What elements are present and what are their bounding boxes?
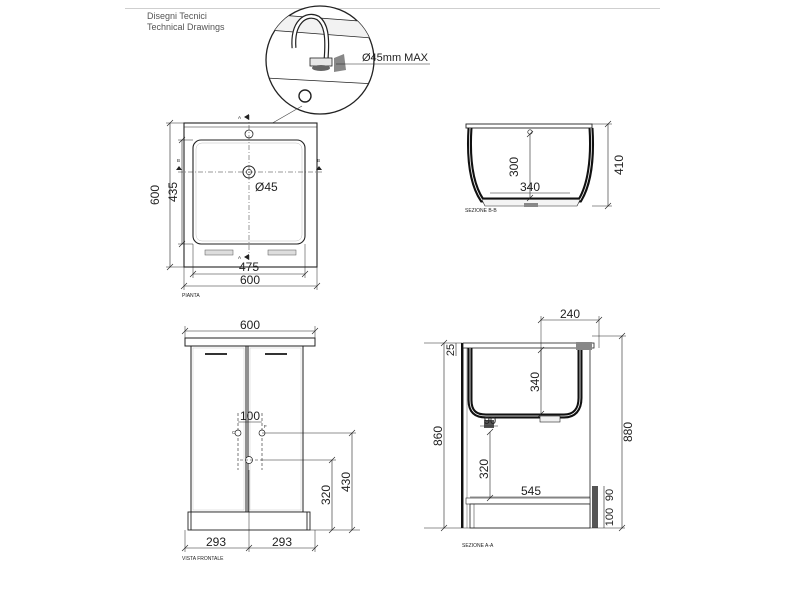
aa-dim-320: 320 [477,458,491,480]
bb-dim-width: 340 [519,180,541,194]
bb-dim-height: 410 [612,154,626,176]
front-dim-h1: 320 [319,484,333,506]
plan-marker-a-top: A [238,115,242,120]
front-dim-h2: 430 [339,471,353,493]
plan-dim-height-outer: 600 [148,184,162,206]
aa-dim-total-right: 880 [621,421,635,443]
header-title-en: Technical Drawings [147,22,225,32]
front-view [182,318,360,562]
front-dim-right: 293 [271,535,293,549]
front-label-f: F [264,424,267,429]
plan-marker-b-right: B [317,158,321,163]
bb-dim-depth: 300 [507,156,521,178]
plan-hole-label: Ø45 [255,180,278,194]
aa-dim-90a: 90 [483,415,497,427]
plan-dim-width-inner: 475 [238,260,260,274]
front-dim-spacing: 100 [239,409,261,423]
aa-caption: SEZIONE A-A [462,543,494,549]
aa-dim-total-left: 860 [431,425,445,447]
plan-dim-height-inner: 435 [166,181,180,203]
tap-detail [250,6,430,136]
aa-dim-90b: 90 [604,488,616,502]
front-dim-width: 600 [239,318,261,332]
bb-caption: SEZIONE B-B [465,208,497,214]
plan-caption: PIANTA [182,293,200,299]
plan-dim-width-outer: 600 [239,273,261,287]
aa-dim-depth: 340 [528,371,542,393]
aa-dim-545: 545 [520,484,542,498]
detail-callout: Ø45mm MAX [362,52,429,64]
header-title-it: Disegni Tecnici [147,11,207,21]
aa-dim-top: 240 [559,307,581,321]
plan-view [148,114,322,299]
section-aa [424,307,635,549]
aa-dim-rim: 25 [445,343,457,357]
plan-marker-a-bottom: A [238,255,242,260]
aa-dim-100: 100 [604,507,616,527]
front-label-c: C [232,430,236,435]
plan-marker-b-left: B [177,158,181,163]
front-dim-left: 293 [205,535,227,549]
section-bb [465,121,626,214]
front-caption: VISTA FRONTALE [182,556,224,562]
